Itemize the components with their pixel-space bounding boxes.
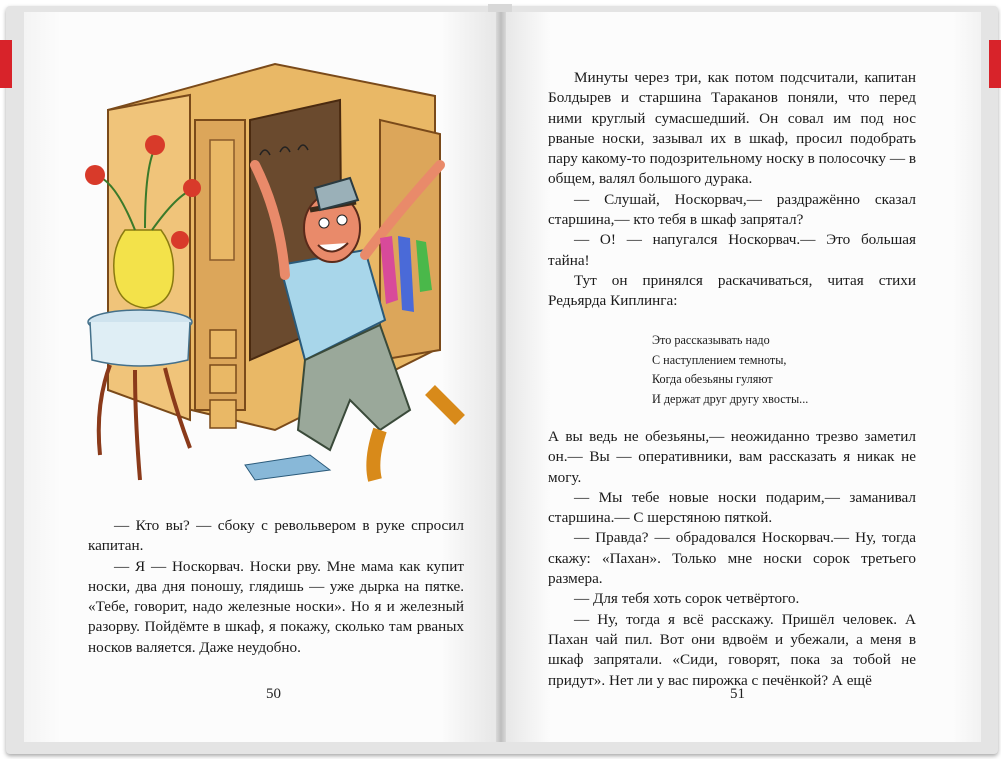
- paragraph: — Кто вы? — сбоку с револьвером в руке спросил капитан.: [88, 517, 464, 555]
- right-page-text-bottom: [548, 427, 916, 691]
- page-number-left: 50: [266, 686, 281, 702]
- paragraph: — Ну, тогда я всё расскажу. Пришёл человек. А Пахан чай пил. Вот они вдвоём и убежали, а меня в шкаф запрятали. «Сиди, говорят, пока за тобой не придут». Нет ли у вас пирожка с печёнкой? А ещё: [548, 610, 916, 689]
- paragraph: — Правда? — обрадовался Носкорвач.— Ну, тогда скажу: «Пахан». Только мне носки сорок третьего размера.: [548, 529, 916, 588]
- poem-line: Когда обезьяны гуляют: [652, 372, 773, 387]
- left-page-text: [88, 516, 464, 658]
- page-number-right: 51: [730, 686, 745, 702]
- paragraph: — Слушай, Носкорвач,— раздражённо сказал старшина,— кто тебя в шкаф запрятал?: [548, 190, 916, 229]
- paragraph: — О! — напугался Носкорвач.— Это большая тайна!: [548, 231, 916, 269]
- paragraph: — Мы тебе новые носки подарим,— заманивал старшина.— С шерстяною пяткой.: [548, 488, 916, 527]
- paragraph: — Я — Носкорвач. Носки рву. Мне мама как купит носки, два дня поношу, глядишь — уже дырка на пятке. «Тебе, говорит, надо железные носки». Но я и железный разорву. Пойдёмте в шкаф, я покажу, сколько там рваных носков валяется. Даже неудобно.: [88, 557, 464, 656]
- paragraph: Тут он принялся раскачиваться, читая стихи Редьярда Киплинга:: [548, 271, 916, 310]
- poem-line: И держат друг другу хвосты...: [652, 391, 809, 406]
- bookmark-ribbon-left: [0, 40, 12, 88]
- poem-line: Это рассказывать надо: [652, 333, 770, 347]
- poem-line: С наступлением темноты,: [652, 352, 787, 367]
- bookmark-ribbon-right: [989, 40, 1001, 88]
- book-gutter: [496, 12, 506, 742]
- cartoon-man-in-wardrobe-illustration: [80, 60, 480, 500]
- paragraph: Минуты через три, как потом подсчитали, капитан Болдырев и старшина Тараканов поняли, что перед ними круглый сумасшедший. Он совал им под нос рваные носки, зазывал их в шкаф, просил подобрать пару какому-то подозрительному носку в полосочку — в общем, валял большого дурака.: [548, 69, 916, 188]
- right-page-text-top: [548, 68, 916, 312]
- paragraph: — Для тебя хоть сорок четвёртого.: [574, 590, 800, 608]
- poem-quote: [652, 331, 808, 409]
- paragraph: А вы ведь не обезьяны,— неожиданно трезво заметил он.— Вы — оперативники, вам рассказать я никак не могу.: [548, 428, 916, 486]
